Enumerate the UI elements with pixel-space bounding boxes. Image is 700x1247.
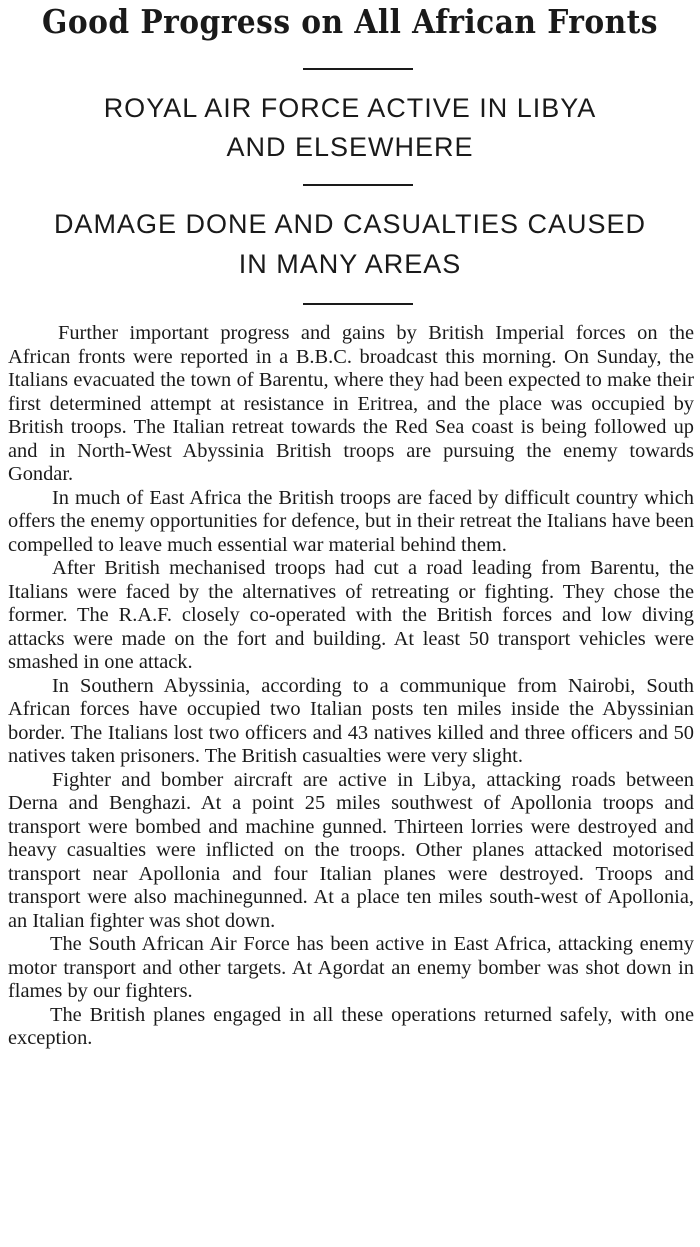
subhead-2-line-1: DAMAGE DONE AND CASUALTIES CAUSED bbox=[53, 209, 647, 239]
article-paragraph: In much of East Africa the British troops are faced by difficult country which offers the enemy opportunities for defence, but in their retreat the Italians have been compelled to leave much essential war material behind them. bbox=[8, 486, 694, 556]
article-body bbox=[8, 322, 694, 1051]
article-paragraph: In Southern Abyssinia, according to a communique from Nairobi, South African forces have occupied two Italian posts ten miles inside the Abyssinian border. The Italians lost two officers and 43 natives killed and three officers and 50 natives taken prisoners. The British casualties were very slight. bbox=[8, 674, 694, 767]
subhead-1-line-1: ROYAL AIR FORCE ACTIVE IN LIBYA bbox=[103, 93, 597, 123]
subhead-2-line-2: IN MANY AREAS bbox=[238, 249, 462, 279]
article-paragraph: Further important progress and gains by British Imperial forces on the African fronts were reported in a B.B.C. broadcast this morning. On Sunday, the Italians evacuated the town of Barentu, where they had been expected to make their first determined attempt at resistance in Eritrea, and the place was occupied by British troops. The Italian retreat towards the Red Sea coast is being followed up and in North-West Abyssinia British troops are pursuing the enemy towards Gondar. bbox=[8, 322, 694, 485]
subhead-divider bbox=[303, 184, 413, 186]
subhead-1-line-2: AND ELSEWHERE bbox=[226, 132, 474, 162]
headline-divider bbox=[303, 68, 413, 70]
article-paragraph: After British mechanised troops had cut a road leading from Barentu, the Italians were faced by the alternatives of retreating or fighting. They chose the former. The R.A.F. closely co-operated with the British forces and low diving attacks were made on the fort and building. At least 50 transport vehicles were smashed in one attack. bbox=[8, 557, 694, 673]
article-paragraph: The South African Air Force has been active in East Africa, attacking enemy motor transport and other targets. At Agordat an enemy bomber was shot down in flames by our fighters. bbox=[8, 933, 694, 1002]
body-divider bbox=[303, 303, 413, 305]
article-paragraph: Fighter and bomber aircraft are active in Libya, attacking roads between Derna and Benghazi. At a point 25 miles southwest of Apollonia troops and transport were bombed and machine gunned. Thirteen lorries were destroyed and heavy casualties were inflicted on the troops. Other planes attacked motorised transport near Apollonia and four Italian planes were destroyed. Troops and transport were also machinegunned. At a place ten miles south-west of Apollonia, an Italian fighter was shot down. bbox=[8, 768, 694, 932]
article-paragraph: The British planes engaged in all these operations returned safely, with one exception. bbox=[8, 1003, 694, 1049]
main-headline: Good Progress on All African Fronts bbox=[42, 2, 658, 41]
